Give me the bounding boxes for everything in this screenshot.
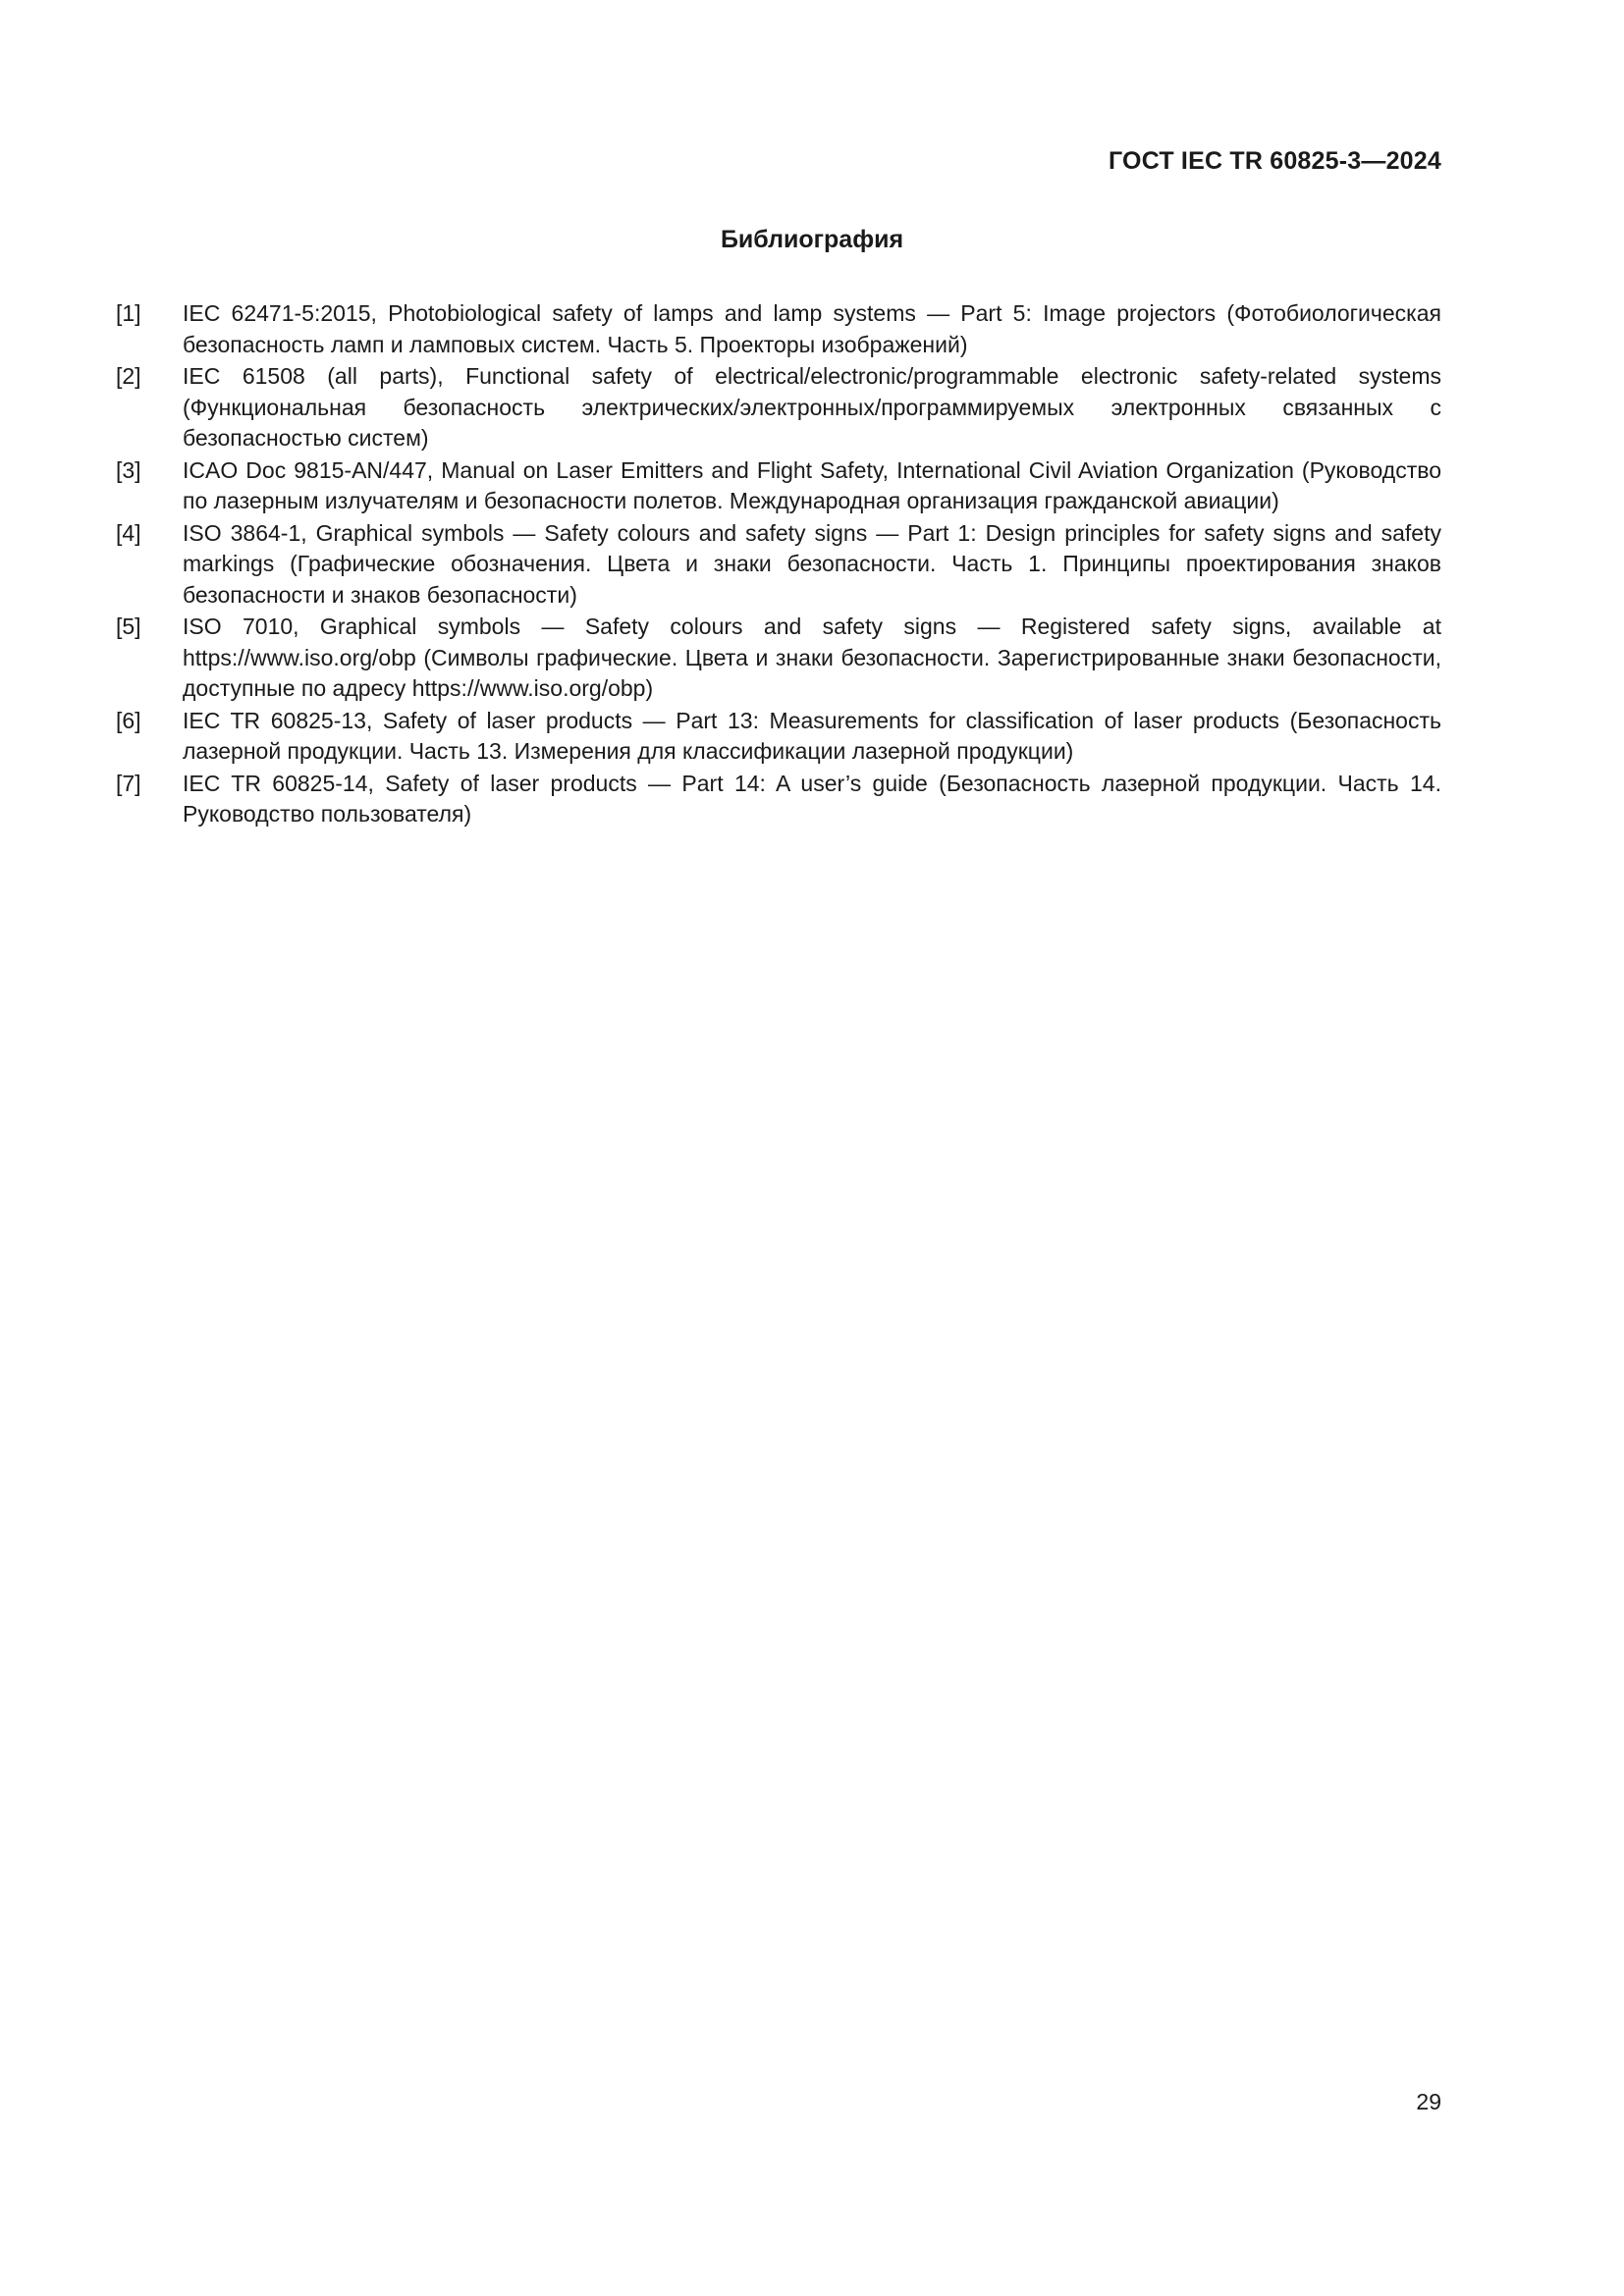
entry-text: IEC TR 60825-14, Safety of laser products — Part 14: A user’s guide (Безопасность лазерной продукции. Часть 14. Руководство пользователя) <box>183 770 1441 827</box>
entry-number: [1] <box>116 300 141 326</box>
bibliography-entry-3 <box>116 455 1441 517</box>
entry-text: ICAO Doc 9815-AN/447, Manual on Laser Emitters and Flight Safety, International Civil Aviation Organization (Руководство по лазерным излучателям и безопасности полетов. Международная организация гражданской авиации) <box>183 456 1441 513</box>
entry-number: [7] <box>116 770 141 796</box>
bibliography-entry-5 <box>116 612 1441 705</box>
bibliography-entry-4 <box>116 518 1441 612</box>
section-title: Библиография <box>720 226 904 253</box>
entry-text: ISO 7010, Graphical symbols — Safety colours and safety signs — Registered safety signs, available at https://www.iso.org/obp (Символы графические. Цвета и знаки безопасности. Зарегистрированные знаки безопасности, доступные по адресу https://www.iso.org/obp) <box>183 614 1441 701</box>
entry-number: [4] <box>116 519 141 546</box>
entry-text: IEC 61508 (all parts), Functional safety of electrical/electronic/programmable electronic safety-related systems (Функциональная безопасность электрических/электронных/программируемых электронных связанных с безопасностью систем) <box>183 363 1441 451</box>
entry-number: [2] <box>116 363 141 389</box>
bibliography-entry-1 <box>116 298 1441 360</box>
bibliography-entry-2 <box>116 361 1441 454</box>
bibliography-entry-6 <box>116 706 1441 768</box>
bibliography-list <box>116 298 1441 831</box>
entry-text: IEC TR 60825-13, Safety of laser products — Part 13: Measurements for classification of laser products (Безопасность лазерной продукции. Часть 13. Измерения для классификации лазерной продукции) <box>183 707 1441 764</box>
bibliography-entry-7 <box>116 769 1441 830</box>
entry-number: [3] <box>116 456 141 483</box>
standard-code-header: ГОСТ IEC TR 60825-3—2024 <box>1109 147 1441 175</box>
entry-text: IEC 62471-5:2015, Photobiological safety of lamps and lamp systems — Part 5: Image projectors (Фотобиологическая безопасность ламп и ламповых систем. Часть 5. Проекторы изображений) <box>183 300 1441 357</box>
entry-number: [5] <box>116 614 141 639</box>
entry-number: [6] <box>116 707 141 733</box>
entry-text: ISO 3864-1, Graphical symbols — Safety colours and safety signs — Part 1: Design principles for safety signs and safety markings (Графические обозначения. Цвета и знаки безопасности. Часть 1. Принципы проектирования знаков безопасности и знаков безопасности) <box>183 519 1441 608</box>
page-number: 29 <box>1416 2089 1441 2114</box>
